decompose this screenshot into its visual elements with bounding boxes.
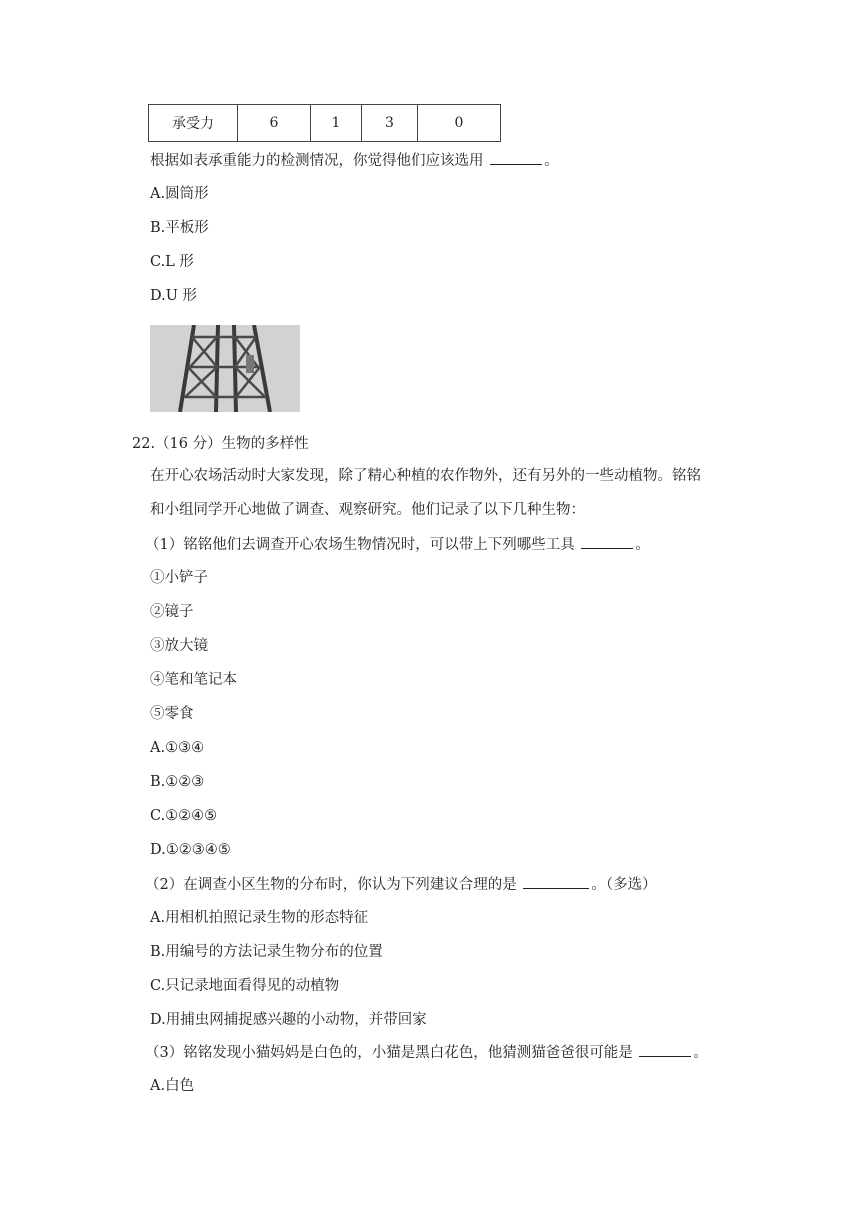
table-cell: 3 — [362, 105, 418, 142]
q22-sub3-prompt: （3）铭铭发现小猫妈妈是白色的，小猫是黑白花色，他猜测猫爸爸很可能是 。 — [145, 1042, 708, 1063]
answer-blank[interactable] — [523, 874, 589, 889]
list-item: ③放大镜 — [150, 638, 208, 654]
load-capacity-table — [148, 104, 501, 142]
answer-blank[interactable] — [490, 150, 542, 165]
answer-blank[interactable] — [581, 534, 633, 549]
q22-sub2-option-c: C.只记录地面看得见的动植物 — [150, 978, 340, 994]
table-cell: 0 — [418, 105, 501, 142]
list-item: ①小铲子 — [150, 570, 208, 586]
q22-sub1-option-c: C.①②④⑤ — [150, 808, 218, 824]
answer-blank[interactable] — [639, 1042, 691, 1057]
q22-sub2-option-b: B.用编号的方法记录生物分布的位置 — [150, 944, 383, 960]
table-row-label: 承受力 — [149, 105, 238, 142]
q22-sub3-option-a: A.白色 — [150, 1078, 195, 1094]
q21-option-d: D.U 形 — [150, 288, 198, 304]
q21-option-c: C.L 形 — [150, 254, 194, 270]
q22-intro-line-1: 在开心农场活动时大家发现，除了精心种植的农作物外，还有另外的一些动植物。铭铭 — [150, 468, 701, 484]
list-item: ④笔和笔记本 — [150, 672, 237, 688]
q22-sub1-option-d: D.①②③④⑤ — [150, 842, 231, 858]
q21-option-a: A.圆筒形 — [150, 186, 209, 202]
q22-sub2-option-d: D.用捕虫网捕捉感兴趣的小动物，并带回家 — [150, 1012, 427, 1028]
q22-title: 22.（16 分）生物的多样性 — [132, 436, 309, 452]
table-row — [149, 105, 501, 142]
q22-intro-line-2: 和小组同学开心地做了调查、观察研究。他们记录了以下几种生物： — [150, 502, 585, 518]
q22-sub1-option-a: A.①③④ — [150, 740, 205, 756]
list-item: ②镜子 — [150, 604, 194, 620]
q21-prompt: 根据如表承重能力的检测情况，你觉得他们应该选用 。 — [150, 150, 559, 171]
q22-sub2-prompt: （2）在调查小区生物的分布时，你认为下列建议合理的是 。（多选） — [145, 874, 657, 895]
table-cell: 6 — [238, 105, 311, 142]
q22-sub1-option-b: B.①②③ — [150, 774, 205, 790]
q22-sub2-option-a: A.用相机拍照记录生物的形态特征 — [150, 910, 369, 926]
table-cell: 1 — [311, 105, 362, 142]
q22-sub1-prompt: （1）铭铭他们去调查开心农场生物情况时，可以带上下列哪些工具 。 — [145, 534, 650, 555]
q21-option-b: B.平板形 — [150, 220, 209, 236]
list-item: ⑤零食 — [150, 706, 194, 722]
tower-photo — [150, 325, 300, 412]
